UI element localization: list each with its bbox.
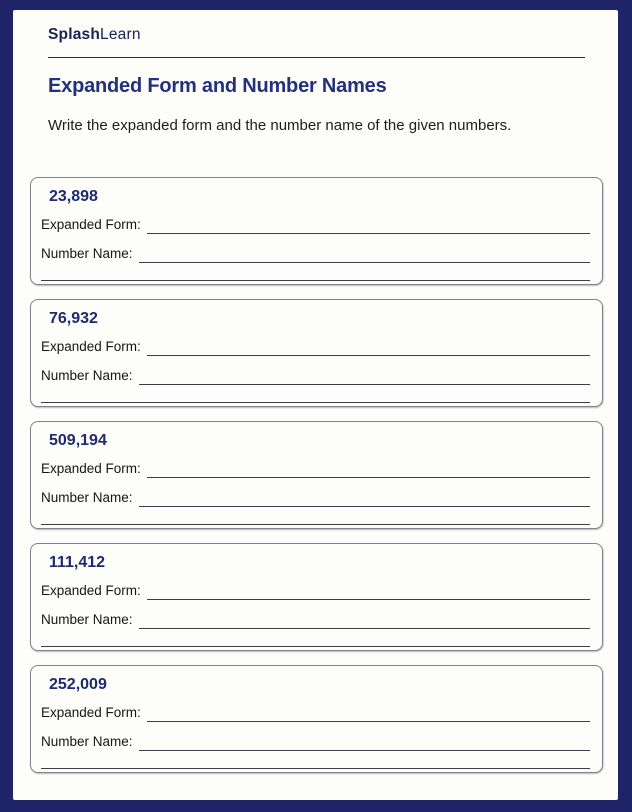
problem-number: 76,932 <box>49 310 98 327</box>
page-title: Expanded Form and Number Names <box>48 75 387 97</box>
expanded-form-label: Expanded Form: <box>41 461 141 476</box>
number-name-row <box>41 365 590 385</box>
answer-continuation-line <box>41 402 590 403</box>
number-name-label: Number Name: <box>41 368 133 383</box>
instruction-text: Write the expanded form and the number name of the given numbers. <box>48 117 512 134</box>
expanded-form-blank-line <box>147 580 590 600</box>
problem-card <box>30 543 603 651</box>
logo-text-bold: Splash <box>48 26 101 43</box>
number-name-row <box>41 487 590 507</box>
logo-text-light: Learn <box>100 26 141 43</box>
number-name-blank-line <box>139 731 590 751</box>
worksheet-page <box>13 10 618 800</box>
expanded-form-blank-line <box>147 458 590 478</box>
number-name-label: Number Name: <box>41 612 133 627</box>
problem-number: 23,898 <box>49 188 98 205</box>
number-name-row <box>41 609 590 629</box>
expanded-form-row <box>41 214 590 234</box>
page-header <box>13 10 618 136</box>
problem-number: 509,194 <box>49 432 107 449</box>
splashlearn-logo <box>48 25 585 45</box>
number-name-blank-line <box>139 243 590 263</box>
number-name-row <box>41 731 590 751</box>
answer-continuation-line <box>41 280 590 281</box>
expanded-form-blank-line <box>147 702 590 722</box>
answer-continuation-line <box>41 768 590 769</box>
number-name-label: Number Name: <box>41 490 133 505</box>
problem-card <box>30 177 603 285</box>
problem-card <box>30 299 603 407</box>
expanded-form-blank-line <box>147 336 590 356</box>
expanded-form-row <box>41 702 590 722</box>
problem-card <box>30 665 603 773</box>
number-name-blank-line <box>139 609 590 629</box>
problem-number: 111,412 <box>49 554 106 571</box>
expanded-form-label: Expanded Form: <box>41 217 141 232</box>
expanded-form-row <box>41 458 590 478</box>
number-name-label: Number Name: <box>41 246 133 261</box>
answer-continuation-line <box>41 524 590 525</box>
expanded-form-blank-line <box>147 214 590 234</box>
header-divider <box>48 57 585 58</box>
number-name-blank-line <box>139 365 590 385</box>
expanded-form-label: Expanded Form: <box>41 705 141 720</box>
expanded-form-row <box>41 336 590 356</box>
number-name-row <box>41 243 590 263</box>
problem-number: 252,009 <box>49 676 107 693</box>
answer-continuation-line <box>41 646 590 647</box>
expanded-form-label: Expanded Form: <box>41 583 141 598</box>
expanded-form-row <box>41 580 590 600</box>
problem-list <box>13 177 618 773</box>
expanded-form-label: Expanded Form: <box>41 339 141 354</box>
number-name-blank-line <box>139 487 590 507</box>
problem-card <box>30 421 603 529</box>
number-name-label: Number Name: <box>41 734 133 749</box>
